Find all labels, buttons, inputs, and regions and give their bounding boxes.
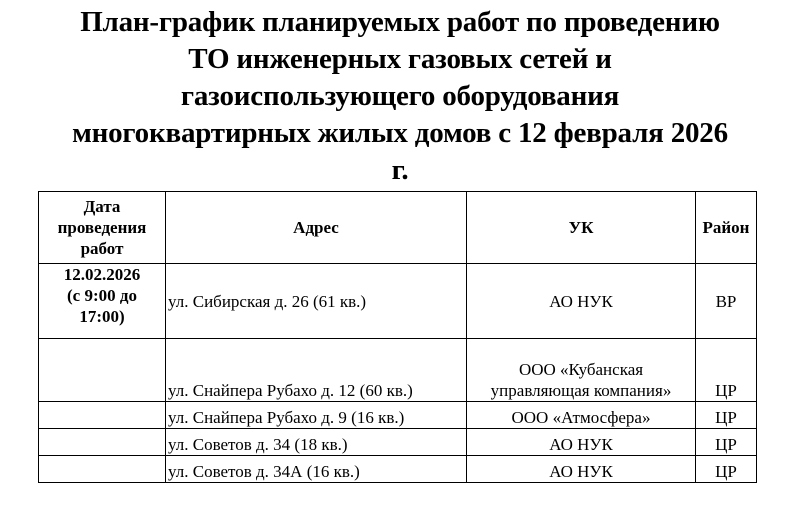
title-line: ТО инженерных газовых сетей и [188, 43, 612, 75]
district-cell: ЦР [696, 456, 757, 483]
table-row [39, 264, 757, 339]
address-cell: ул. Сибирская д. 26 (61 кв.) [166, 264, 467, 339]
district-cell: ЦР [696, 339, 757, 402]
table-row [39, 429, 757, 456]
date-line: 12.02.2026 [63, 265, 141, 284]
date-cell [39, 402, 166, 429]
uk-cell [467, 264, 696, 339]
date-line: 17:00) [79, 307, 125, 326]
table-row [39, 339, 757, 402]
uk-line: ООО «Атмосфера» [511, 408, 651, 427]
title-line: газоиспользующего оборудования [180, 80, 620, 112]
table-row [39, 402, 757, 429]
district-cell: ЦР [696, 429, 757, 456]
uk-line: АО НУК [549, 462, 613, 481]
date-cell [39, 339, 166, 402]
title-line: многоквартирных жилых домов с 12 февраля 2026 [72, 117, 728, 149]
address-cell: ул. Снайпера Рубахо д. 9 (16 кв.) [166, 402, 467, 429]
header-uk: УК [467, 192, 696, 264]
uk-line: ООО «Кубанская [518, 360, 644, 379]
uk-cell [467, 402, 696, 429]
address-cell: ул. Советов д. 34А (16 кв.) [166, 456, 467, 483]
uk-line: АО НУК [549, 435, 613, 454]
title-line: г. [391, 154, 409, 186]
header-date: Дата проведения работ [39, 192, 166, 264]
uk-line: управляющая компания» [490, 381, 672, 400]
title-line: План-график планируемых работ по проведению [80, 6, 720, 38]
page-title [0, 4, 800, 189]
schedule-table [38, 191, 757, 483]
uk-cell [467, 429, 696, 456]
address-cell: ул. Советов д. 34 (18 кв.) [166, 429, 467, 456]
date-cell [39, 264, 166, 339]
district-cell: ВР [696, 264, 757, 339]
uk-cell [467, 339, 696, 402]
header-district: Район [696, 192, 757, 264]
date-line: (с 9:00 до [67, 286, 137, 305]
district-cell: ЦР [696, 402, 757, 429]
uk-cell [467, 456, 696, 483]
address-cell: ул. Снайпера Рубахо д. 12 (60 кв.) [166, 339, 467, 402]
date-cell [39, 429, 166, 456]
uk-line: АО НУК [549, 291, 613, 311]
header-address: Адрес [166, 192, 467, 264]
date-cell [39, 456, 166, 483]
table-header-row [39, 192, 757, 264]
table-row [39, 456, 757, 483]
